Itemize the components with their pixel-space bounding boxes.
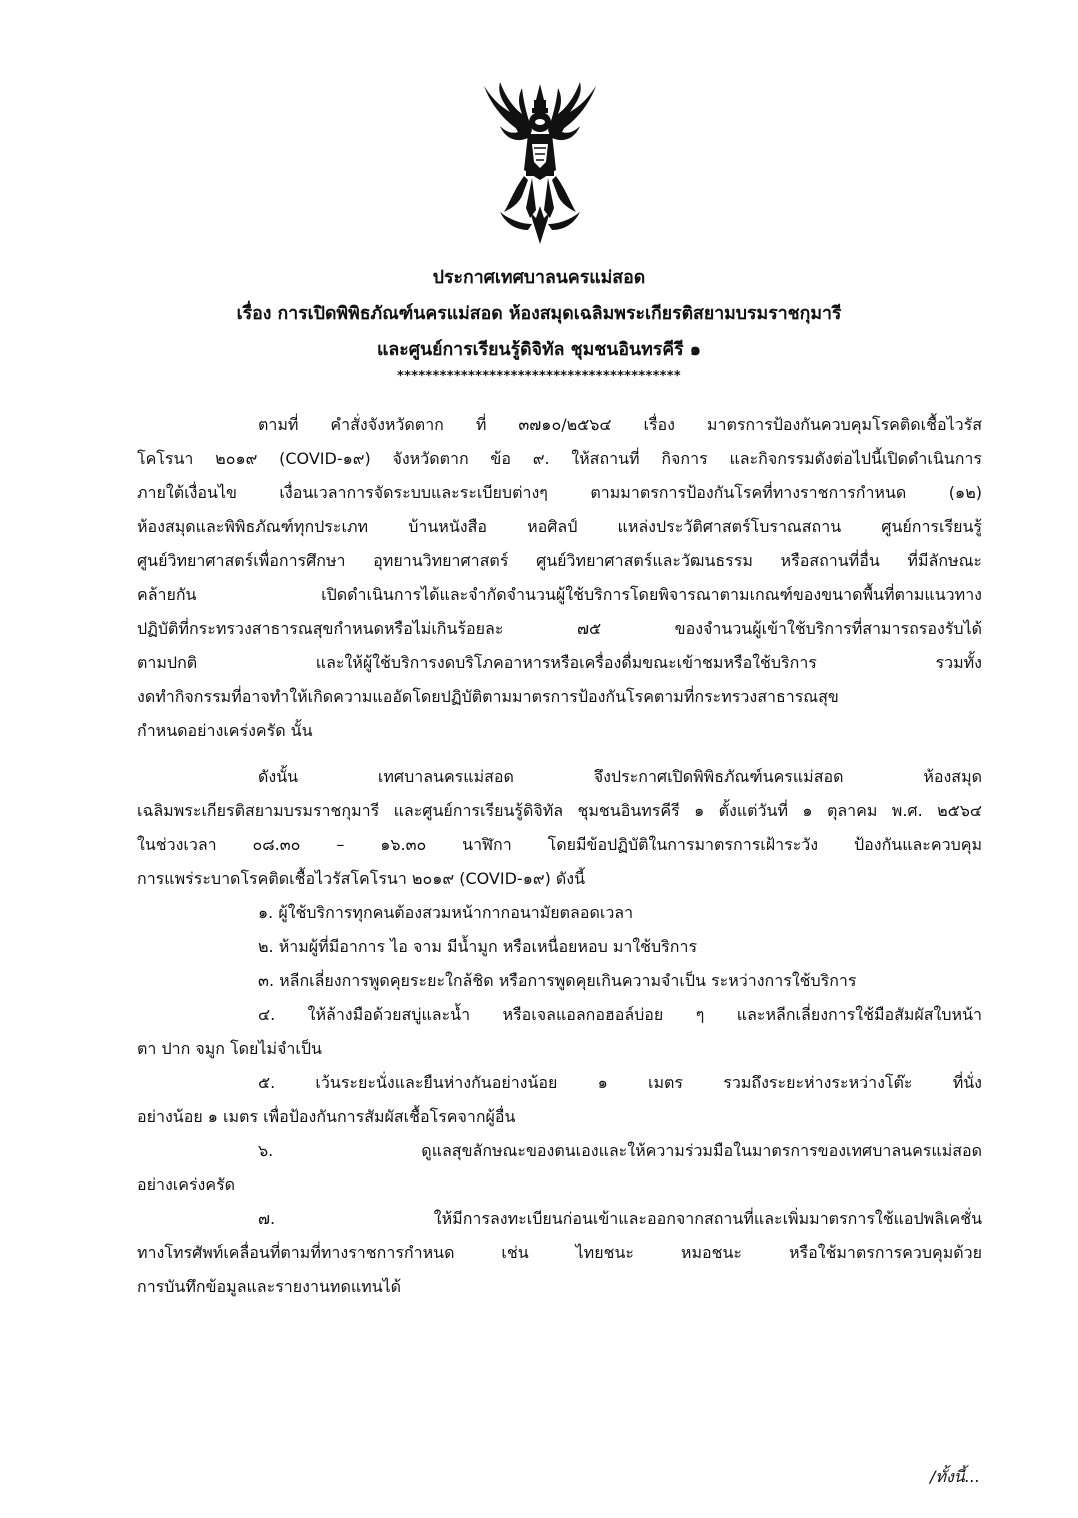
list-item-continuation: อย่างน้อย ๑ เมตร เพื่อป้องกันการสัมผัสเชื้อโรคจากผู้อื่น: [137, 1107, 516, 1126]
list-item: ๖. ดูแลสุขลักษณะของตนเองและให้ความร่วมมือในมาตรการของเทศบาลนครแม่สอด: [258, 1141, 982, 1160]
para1-line: งดทำกิจกรรมที่อาจทำให้เกิดความแออัดโดยปฏิบัติตามมาตรการป้องกันโรคตามที่กระทรวงสาธารณสุข: [137, 687, 839, 706]
list-item: ๗. ให้มีการลงทะเบียนก่อนเข้าและออกจากสถานที่และเพิ่มมาตรการใช้แอปพลิเคชั่น: [258, 1209, 982, 1228]
subject-line-2: และศูนย์การเรียนรู้ดิจิทัล ชุมชนอินทรคีรี ๑: [377, 340, 701, 360]
para1-line: ปฏิบัติที่กระทรวงสาธารณสุขกำหนดหรือไม่เกินร้อยละ ๗๕ ของจำนวนผู้เข้าใช้บริการที่สามารถรองรับได้: [137, 619, 982, 638]
para1-line: คล้ายกัน เปิดดำเนินการได้และจำกัดจำนวนผู้ใช้บริการโดยพิจารณาตามเกณฑ์ของขนาดพื้นที่ตามแนวทาง: [137, 585, 982, 604]
para1-line: ศูนย์วิทยาศาสตร์เพื่อการศึกษา อุทยานวิทยาศาสตร์ ศูนย์วิทยาศาสตร์และวัฒนธรรม หรือสถานที่อื่น ที่มีลักษณะ: [137, 551, 982, 570]
list-item-continuation: ตา ปาก จมูก โดยไม่จำเป็น: [137, 1039, 322, 1058]
para2-line: ในช่วงเวลา ๐๘.๓๐ – ๑๖.๓๐ นาฬิกา โดยมีข้อปฏิบัติในการมาตรการเฝ้าระวัง ป้องกันและควบคุม: [137, 835, 982, 854]
list-item: ๔. ให้ล้างมือด้วยสบู่และน้ำ หรือเจลแอลกอฮอล์บ่อย ๆ และหลีกเลี่ยงการใช้มือสัมผัสใบหน้า: [258, 1005, 982, 1024]
garuda-emblem: [470, 78, 610, 248]
list-item-continuation: ทางโทรศัพท์เคลื่อนที่ตามที่ทางราชการกำหนด เช่น ไทยชนะ หมอชนะ หรือใช้มาตรการควบคุมด้วย: [137, 1243, 982, 1262]
para1-line: ภายใต้เงื่อนไข เงื่อนเวลาการจัดระบบและระเบียบต่างๆ ตามมาตรการป้องกันโรคที่ทางราชการกำหนด (๑๒): [137, 483, 982, 502]
para1-line: ตามปกติ และให้ผู้ใช้บริการงดบริโภคอาหารหรือเครื่องดื่มขณะเข้าชมหรือใช้บริการ รวมทั้ง: [137, 653, 982, 672]
announcement-title: ประกาศเทศบาลนครแม่สอด: [432, 268, 646, 288]
para2-line: ดังนั้น เทศบาลนครแม่สอด จึงประกาศเปิดพิพิธภัณฑ์นครแม่สอด ห้องสมุด: [258, 767, 982, 786]
list-item-continuation: การบันทึกข้อมูลและรายงานทดแทนได้: [137, 1277, 402, 1296]
para1-line: ห้องสมุดและพิพิธภัณฑ์ทุกประเภท บ้านหนังสือ หอศิลป์ แหล่งประวัติศาสตร์โบราณสถาน ศูนย์การเรียนรู้: [137, 517, 982, 536]
para1-line: โคโรนา ๒๐๑๙ (COVID-๑๙) จังหวัดตาก ข้อ ๙. ให้สถานที่ กิจการ และกิจกรรมดังต่อไปนี้เปิดดำเนินการ: [137, 449, 982, 468]
para2-line: การแพร่ระบาดโรคติดเชื้อไวรัสโคโรนา ๒๐๑๙ (COVID-๑๙) ดังนี้: [137, 869, 586, 888]
subject-line-1: เรื่อง การเปิดพิพิธภัณฑ์นครแม่สอด ห้องสมุดเฉลิมพระเกียรติสยามบรมราชกุมารี: [236, 304, 842, 324]
list-item: ๒. ห้ามผู้ที่มีอาการ ไอ จาม มีน้ำมูก หรือเหนื่อยหอบ มาใช้บริการ: [258, 937, 698, 956]
para2-line: เฉลิมพระเกียรติสยามบรมราชกุมารี และศูนย์การเรียนรู้ดิจิทัล ชุมชนอินทรคีรี ๑ ตั้งแต่วันที่ ๑ ตุลาคม พ.ศ. ๒๕๖๔: [137, 801, 982, 820]
list-item: ๕. เว้นระยะนั่งและยืนห่างกันอย่างน้อย ๑ เมตร รวมถึงระยะห่างระหว่างโต๊ะ ที่นั่ง: [258, 1073, 982, 1092]
para1-line: ตามที่ คำสั่งจังหวัดตาก ที่ ๓๗๑๐/๒๕๖๔ เรื่อง มาตรการป้องกันควบคุมโรคติดเชื้อไวรัส: [258, 415, 982, 434]
list-item: ๑. ผู้ใช้บริการทุกคนต้องสวมหน้ากากอนามัยตลอดเวลา: [258, 903, 634, 922]
list-item: ๓. หลีกเลี่ยงการพูดคุยระยะใกล้ชิด หรือการพูดคุยเกินความจำเป็น ระหว่างการใช้บริการ: [258, 971, 857, 990]
continued-marker: /ทั้งนี้...: [930, 1467, 980, 1486]
separator-line: ****************************************: [397, 369, 681, 384]
list-item-continuation: อย่างเคร่งครัด: [137, 1175, 236, 1194]
para1-line: กำหนดอย่างเคร่งครัด นั้น: [137, 721, 313, 740]
